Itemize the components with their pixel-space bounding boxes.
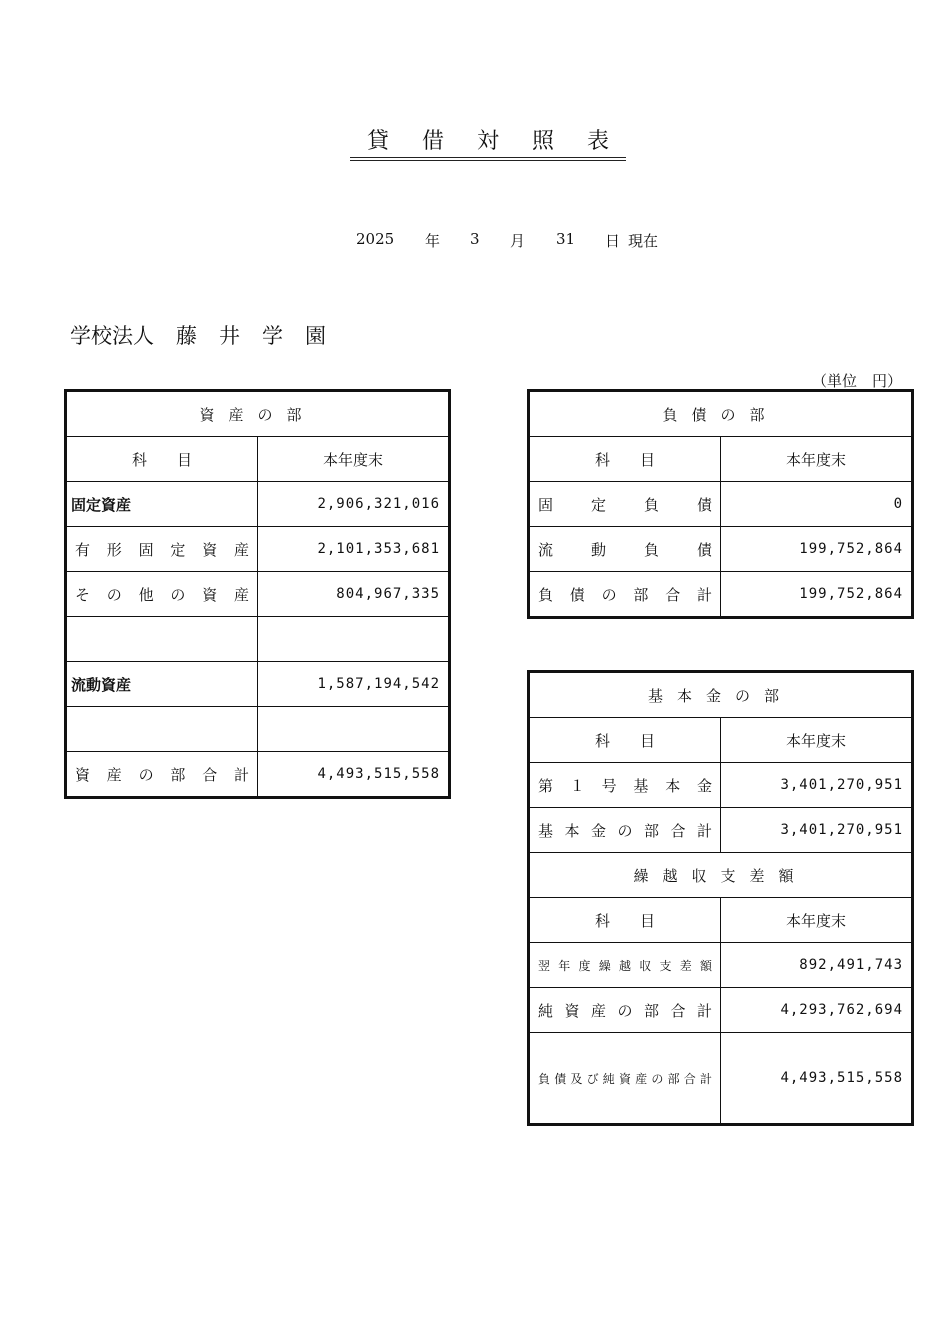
row-label: 固定負債 <box>529 482 721 527</box>
table-row <box>66 617 450 662</box>
date-suffix: 現在 <box>628 232 659 250</box>
table-row <box>529 808 913 853</box>
title-char: 表 <box>586 129 609 154</box>
assets-table <box>64 389 451 799</box>
document-title <box>350 124 626 161</box>
date-month: 3 <box>470 230 480 248</box>
row-label: 流動負債 <box>529 527 721 572</box>
row-value: 4,293,762,694 <box>721 988 913 1033</box>
table-row <box>66 527 450 572</box>
row-label <box>66 617 258 662</box>
org-name-char: 園 <box>305 324 326 348</box>
fund-col-value: 本年度末 <box>721 718 913 763</box>
row-value: 4,493,515,558 <box>721 1033 913 1125</box>
assets-col-value: 本年度末 <box>258 437 450 482</box>
date-year: 2025 <box>356 230 395 248</box>
table-row <box>529 572 913 618</box>
title-char: 対 <box>476 129 499 154</box>
table-row <box>529 988 913 1033</box>
row-value <box>258 707 450 752</box>
table-row <box>66 707 450 752</box>
assets-col-item: 科 目 <box>66 437 258 482</box>
row-label: 純資産の部合計 <box>529 988 721 1033</box>
row-value <box>258 617 450 662</box>
carry-col-value: 本年度末 <box>721 898 913 943</box>
row-value: 3,401,270,951 <box>721 808 913 853</box>
table-row <box>529 943 913 988</box>
row-value: 0 <box>721 482 913 527</box>
liabilities-header: 負債の部 <box>529 391 913 437</box>
date-day: 31 <box>556 230 576 248</box>
date-year-unit: 年 <box>425 232 441 250</box>
row-label: 負債の部合計 <box>529 572 721 618</box>
date-day-unit: 日 <box>605 232 621 250</box>
row-label: 資産の部合計 <box>66 752 258 798</box>
row-value: 3,401,270,951 <box>721 763 913 808</box>
table-row <box>529 482 913 527</box>
row-value: 4,493,515,558 <box>258 752 450 798</box>
fund-header: 基本金の部 <box>529 672 913 718</box>
row-label: 固定資産 <box>66 482 258 527</box>
table-row <box>66 482 450 527</box>
liabilities-col-value: 本年度末 <box>721 437 913 482</box>
date-month-unit: 月 <box>510 232 526 250</box>
org-prefix: 学校法人 <box>70 324 154 348</box>
row-value: 2,101,353,681 <box>258 527 450 572</box>
row-label: 基本金の部合計 <box>529 808 721 853</box>
row-value: 892,491,743 <box>721 943 913 988</box>
row-label: 第１号基本金 <box>529 763 721 808</box>
title-char: 貸 <box>366 129 389 154</box>
row-value: 2,906,321,016 <box>258 482 450 527</box>
row-value: 1,587,194,542 <box>258 662 450 707</box>
fund-col-item: 科 目 <box>529 718 721 763</box>
title-char: 照 <box>531 129 554 154</box>
assets-header: 資産の部 <box>66 391 450 437</box>
row-label: その他の資産 <box>66 572 258 617</box>
title-char: 借 <box>421 129 444 154</box>
row-label: 流動資産 <box>66 662 258 707</box>
row-label: 負債及び純資産の部合計 <box>529 1033 721 1125</box>
row-value: 199,752,864 <box>721 572 913 618</box>
fund-table <box>527 670 914 1126</box>
organization-name <box>70 320 326 350</box>
liabilities-table <box>527 389 914 619</box>
row-value: 199,752,864 <box>721 527 913 572</box>
liabilities-col-item: 科 目 <box>529 437 721 482</box>
carry-header: 繰越収支差額 <box>529 853 913 898</box>
table-row <box>529 527 913 572</box>
table-row <box>66 662 450 707</box>
row-label: 翌年度繰越収支差額 <box>529 943 721 988</box>
row-label: 有形固定資産 <box>66 527 258 572</box>
carry-col-item: 科 目 <box>529 898 721 943</box>
row-label <box>66 707 258 752</box>
org-name-char: 藤 <box>176 324 197 348</box>
org-name-char: 井 <box>219 324 240 348</box>
table-row <box>529 1033 913 1125</box>
table-row <box>529 763 913 808</box>
table-row <box>66 752 450 798</box>
row-value: 804,967,335 <box>258 572 450 617</box>
unit-label: （単位 円） <box>812 372 903 390</box>
table-row <box>66 572 450 617</box>
org-name-char: 学 <box>262 324 283 348</box>
